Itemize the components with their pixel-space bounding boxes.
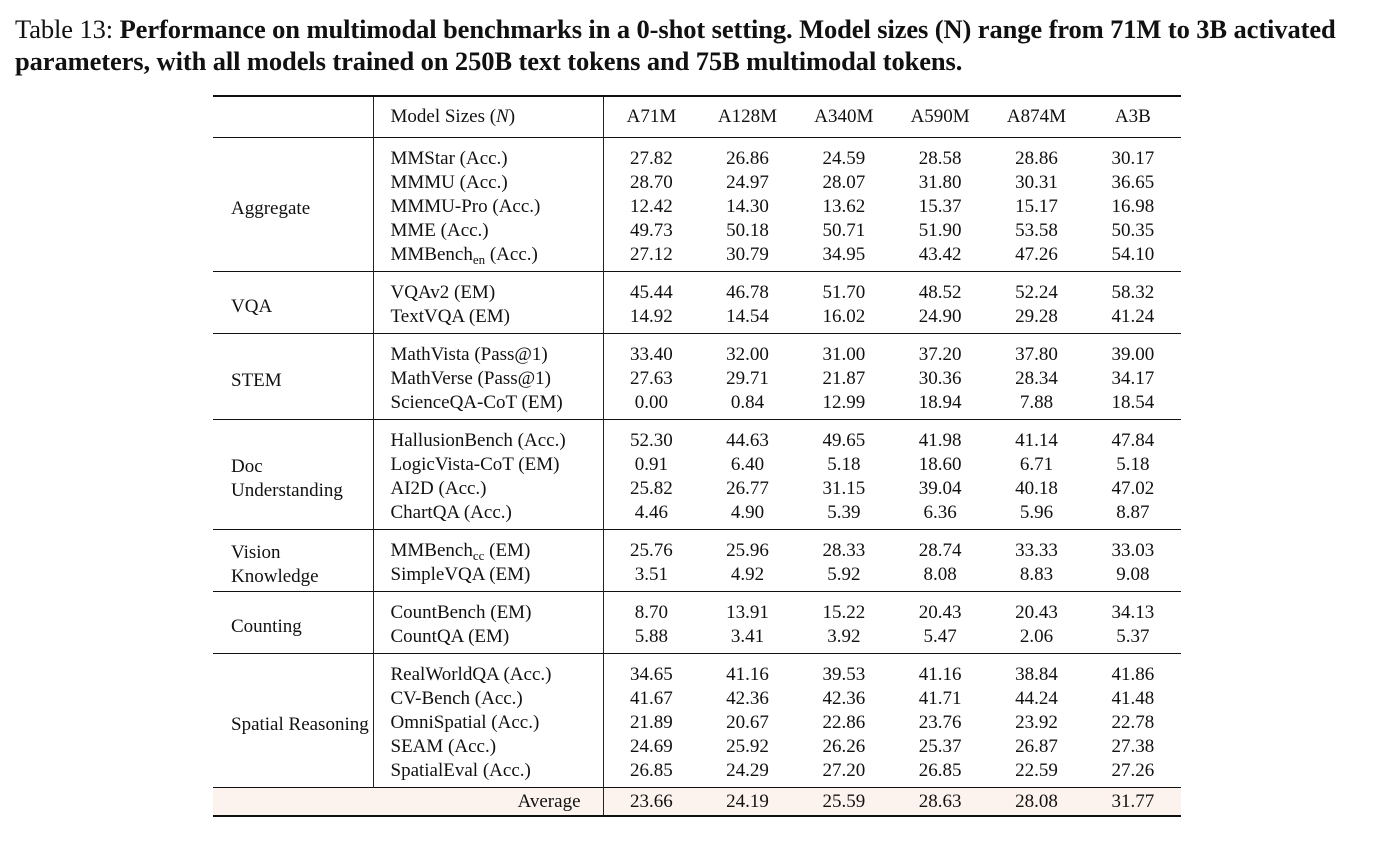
- score-cell: 13.91: [726, 602, 769, 623]
- benchmark-name: SEAM (Acc.): [390, 736, 497, 757]
- benchmark-name-cell: [373, 735, 603, 759]
- group-category-label: Doc Understanding: [231, 456, 343, 501]
- average-section: [213, 788, 1181, 817]
- score-cell: 34.17: [1111, 368, 1155, 389]
- benchmark-group: [213, 530, 1181, 592]
- group-category-label: VQA: [231, 296, 273, 317]
- score-cell: 27.20: [822, 760, 866, 781]
- score-cell: 52.30: [603, 420, 699, 454]
- group-category-label: Counting: [231, 616, 302, 637]
- score-cell: 25.76: [603, 530, 699, 564]
- benchmark-name-cell: [373, 530, 603, 564]
- score-cell: 30.31: [1015, 172, 1058, 193]
- benchmark-name-subscript: en: [472, 252, 486, 267]
- benchmark-name: ChartQA (Acc.): [390, 502, 512, 523]
- score-cell: 47.84: [1111, 430, 1155, 451]
- score-cell: 4.46: [603, 501, 699, 530]
- score-cell: 0.84: [730, 392, 765, 413]
- score-cell: 25.92: [726, 736, 769, 757]
- benchmark-name-cell: [373, 138, 603, 172]
- score-cell: 34.13: [1111, 602, 1155, 623]
- score-cell: 27.82: [603, 138, 699, 172]
- score-cell: 5.18: [827, 454, 861, 475]
- score-cell: 25.96: [726, 540, 769, 561]
- score-cell: 5.47: [923, 626, 957, 647]
- score-cell: 15.22: [822, 602, 866, 623]
- score-cell: 43.42: [918, 244, 962, 265]
- score-cell: 22.86: [822, 712, 866, 733]
- score-cell: 52.24: [1015, 282, 1058, 303]
- table-row: [213, 592, 1181, 626]
- table-caption-text: Performance on multimodal benchmarks in a 0-shot setting. Model sizes (N) range from 71M to 3B activated parameters, with all models trained on 250B text tokens and 75B multimodal tokens.: [15, 14, 1336, 76]
- benchmark-group: [213, 592, 1181, 654]
- score-cell: 12.42: [603, 195, 699, 219]
- table-row: [213, 420, 1181, 454]
- score-cell: 37.80: [1015, 344, 1058, 365]
- score-cell: 36.65: [1111, 172, 1155, 193]
- average-score-cell: 31.77: [1085, 788, 1181, 817]
- benchmark-name-cell: [373, 219, 603, 243]
- benchmark-group: [213, 334, 1181, 420]
- score-cell: 5.96: [1019, 502, 1054, 523]
- score-cell: 26.85: [918, 760, 962, 781]
- score-cell: 24.97: [726, 172, 769, 193]
- score-cell: 5.18: [1116, 454, 1150, 475]
- score-cell: 24.69: [603, 735, 699, 759]
- score-cell: 41.71: [918, 688, 962, 709]
- group-category-label: Aggregate: [231, 198, 311, 219]
- score-cell: 7.88: [1019, 392, 1054, 413]
- table-caption-label: Table 13:: [15, 14, 120, 44]
- benchmark-name-suffix: (EM): [484, 540, 531, 561]
- score-cell: 42.36: [822, 688, 866, 709]
- score-cell: 54.10: [1111, 244, 1155, 265]
- score-cell: 28.74: [918, 540, 962, 561]
- score-cell: 34.65: [603, 654, 699, 688]
- score-cell: 31.00: [822, 344, 866, 365]
- score-cell: 13.62: [822, 196, 866, 217]
- score-cell: 38.84: [1015, 664, 1058, 685]
- score-cell: 50.18: [726, 220, 769, 241]
- average-score-cell: 28.63: [892, 788, 988, 817]
- header-model-a71m: A71M: [603, 96, 699, 138]
- score-cell: 16.98: [1111, 196, 1155, 217]
- score-cell: 28.34: [1015, 368, 1058, 389]
- table-caption: [15, 13, 1387, 77]
- score-cell: 0.91: [603, 453, 699, 477]
- benchmark-name: MathVerse (Pass@1): [390, 368, 551, 389]
- benchmark-name-cell: [373, 563, 603, 592]
- benchmark-name: TextVQA (EM): [390, 306, 511, 327]
- score-cell: 50.35: [1111, 220, 1155, 241]
- results-table: [213, 95, 1181, 817]
- benchmark-name: SimpleVQA (EM): [390, 564, 531, 585]
- score-cell: 16.02: [822, 306, 866, 327]
- average-label: Average: [213, 788, 603, 817]
- score-cell: 22.78: [1111, 712, 1155, 733]
- score-cell: 34.95: [822, 244, 866, 265]
- score-cell: 27.26: [1111, 760, 1155, 781]
- score-cell: 33.03: [1111, 540, 1155, 561]
- score-cell: 24.90: [918, 306, 962, 327]
- score-cell: 8.83: [1019, 564, 1054, 585]
- score-cell: 28.07: [822, 172, 866, 193]
- header-empty-cell: [213, 96, 373, 138]
- score-cell: 30.79: [726, 244, 769, 265]
- table-row: [213, 530, 1181, 564]
- header-model-a3b: A3B: [1114, 106, 1151, 127]
- score-cell: 28.86: [1015, 148, 1058, 169]
- score-cell: 39.53: [822, 664, 866, 685]
- benchmark-name: LogicVista-CoT (EM): [390, 454, 560, 475]
- score-cell: 15.17: [1015, 196, 1058, 217]
- benchmark-name: RealWorldQA (Acc.): [390, 664, 552, 685]
- header-model-a874m: A874M: [1006, 106, 1067, 127]
- score-cell: 53.58: [1015, 220, 1058, 241]
- score-cell: 5.88: [603, 625, 699, 654]
- benchmark-name-cell: [373, 243, 603, 272]
- score-cell: 32.00: [726, 344, 769, 365]
- benchmark-name-cell: [373, 334, 603, 368]
- score-cell: 22.59: [1015, 760, 1058, 781]
- score-cell: 6.40: [730, 454, 765, 475]
- benchmark-name: CountBench (EM): [390, 602, 532, 623]
- score-cell: 18.54: [1111, 392, 1155, 413]
- score-cell: 51.90: [918, 220, 962, 241]
- benchmark-name: MMBench: [390, 540, 473, 561]
- score-cell: 45.44: [603, 272, 699, 306]
- score-cell: 3.41: [730, 626, 765, 647]
- benchmark-name-cell: [373, 305, 603, 334]
- score-cell: 50.71: [822, 220, 866, 241]
- score-cell: 58.32: [1111, 282, 1155, 303]
- score-cell: 26.85: [603, 759, 699, 788]
- benchmark-name-cell: [373, 501, 603, 530]
- score-cell: 26.86: [726, 148, 769, 169]
- average-score-cell: 25.59: [796, 788, 892, 817]
- header-model-sizes-first: Model Sizes (: [390, 106, 497, 127]
- score-cell: 28.70: [603, 171, 699, 195]
- score-cell: 33.33: [1015, 540, 1058, 561]
- score-cell: 5.39: [827, 502, 861, 523]
- score-cell: 39.00: [1111, 344, 1155, 365]
- score-cell: 30.17: [1111, 148, 1155, 169]
- score-cell: 49.73: [603, 219, 699, 243]
- score-cell: 47.26: [1015, 244, 1058, 265]
- average-score-cell: 23.66: [603, 788, 699, 817]
- group-category-label: STEM: [231, 370, 282, 391]
- score-cell: 47.02: [1111, 478, 1155, 499]
- score-cell: 8.87: [1116, 502, 1150, 523]
- benchmark-group: [213, 138, 1181, 272]
- score-cell: 48.52: [918, 282, 962, 303]
- score-cell: 41.86: [1111, 664, 1155, 685]
- benchmark-name-cell: [373, 711, 603, 735]
- benchmark-name-cell: [373, 453, 603, 477]
- score-cell: 18.94: [918, 392, 962, 413]
- score-cell: 31.15: [822, 478, 866, 499]
- benchmark-name: VQAv2 (EM): [390, 282, 496, 303]
- benchmark-name: CountQA (EM): [390, 626, 510, 647]
- table-row: [213, 334, 1181, 368]
- benchmark-name-cell: [373, 367, 603, 391]
- score-cell: 20.43: [918, 602, 962, 623]
- benchmark-name-cell: [373, 171, 603, 195]
- score-cell: 41.14: [1015, 430, 1058, 451]
- score-cell: 28.58: [918, 148, 962, 169]
- score-cell: 30.36: [918, 368, 962, 389]
- benchmark-name: MMStar (Acc.): [390, 148, 508, 169]
- average-score-cell: 24.19: [699, 788, 795, 817]
- benchmark-name: MMMU-Pro (Acc.): [390, 196, 541, 217]
- score-cell: 5.37: [1116, 626, 1150, 647]
- score-cell: 44.63: [726, 430, 769, 451]
- score-cell: 25.82: [603, 477, 699, 501]
- score-cell: 24.59: [822, 148, 866, 169]
- score-cell: 41.67: [603, 687, 699, 711]
- benchmark-name: ScienceQA-CoT (EM): [390, 392, 563, 413]
- score-cell: 41.48: [1111, 688, 1155, 709]
- score-cell: 39.04: [918, 478, 962, 499]
- score-cell: 12.99: [822, 392, 866, 413]
- score-cell: 20.43: [1015, 602, 1058, 623]
- score-cell: 2.06: [1019, 626, 1054, 647]
- table-header-row: [213, 96, 1181, 138]
- score-cell: 41.16: [726, 664, 769, 685]
- header-model-a590m: A590M: [910, 106, 970, 127]
- benchmark-name: MathVista (Pass@1): [390, 344, 548, 365]
- score-cell: 3.51: [603, 563, 699, 592]
- score-cell: 37.20: [918, 344, 962, 365]
- group-category-label: Vision Knowledge: [231, 542, 319, 587]
- score-cell: 28.33: [822, 540, 866, 561]
- benchmark-name-cell: [373, 592, 603, 626]
- score-cell: 27.63: [603, 367, 699, 391]
- benchmark-group: [213, 420, 1181, 530]
- score-cell: 25.37: [918, 736, 962, 757]
- score-cell: 41.98: [918, 430, 962, 451]
- score-cell: 9.08: [1116, 564, 1150, 585]
- benchmark-name-cell: [373, 759, 603, 788]
- table-row: [213, 654, 1181, 688]
- score-cell: 26.87: [1015, 736, 1058, 757]
- benchmark-name: SpatialEval (Acc.): [390, 760, 531, 781]
- benchmark-name-suffix: (Acc.): [485, 244, 538, 265]
- score-cell: 23.76: [918, 712, 962, 733]
- score-cell: 18.60: [918, 454, 962, 475]
- score-cell: 21.89: [603, 711, 699, 735]
- header-model-a340m: A340M: [814, 106, 874, 127]
- score-cell: 8.08: [923, 564, 957, 585]
- score-cell: 41.24: [1111, 306, 1155, 327]
- score-cell: 44.24: [1015, 688, 1058, 709]
- score-cell: 8.70: [603, 592, 699, 626]
- benchmark-group: [213, 272, 1181, 334]
- group-category-label: Spatial Reasoning: [231, 714, 369, 735]
- score-cell: 49.65: [822, 430, 866, 451]
- benchmark-name-cell: [373, 654, 603, 688]
- table-row: [213, 138, 1181, 172]
- benchmark-name: MMMU (Acc.): [390, 172, 508, 193]
- score-cell: 27.12: [603, 243, 699, 272]
- score-cell: 20.67: [726, 712, 769, 733]
- score-cell: 31.80: [918, 172, 962, 193]
- benchmark-name-cell: [373, 391, 603, 420]
- benchmark-name-cell: [373, 625, 603, 654]
- score-cell: 40.18: [1015, 478, 1058, 499]
- score-cell: 5.92: [827, 564, 861, 585]
- score-cell: 26.77: [726, 478, 769, 499]
- score-cell: 6.71: [1019, 454, 1054, 475]
- average-score-cell: 28.08: [988, 788, 1084, 817]
- benchmark-name: MMBench: [390, 244, 473, 265]
- score-cell: 24.29: [726, 760, 769, 781]
- score-cell: 4.90: [730, 502, 765, 523]
- score-cell: 0.00: [603, 391, 699, 420]
- score-cell: 3.92: [827, 626, 861, 647]
- benchmark-name: OmniSpatial (Acc.): [390, 712, 540, 733]
- benchmark-name: MME (Acc.): [390, 220, 489, 241]
- score-cell: 29.71: [726, 368, 769, 389]
- score-cell: 29.28: [1015, 306, 1058, 327]
- benchmark-name: HallusionBench (Acc.): [390, 430, 566, 451]
- score-cell: 14.54: [726, 306, 769, 327]
- score-cell: 14.30: [726, 196, 769, 217]
- score-cell: 41.16: [918, 664, 962, 685]
- benchmark-name: CV-Bench (Acc.): [390, 688, 523, 709]
- score-cell: 21.87: [822, 368, 866, 389]
- benchmark-name-cell: [373, 477, 603, 501]
- average-row: [213, 788, 1181, 817]
- benchmark-name: AI2D (Acc.): [390, 478, 487, 499]
- score-cell: 14.92: [603, 305, 699, 334]
- header-model-a128m: A128M: [717, 106, 778, 127]
- benchmark-name-cell: [373, 272, 603, 306]
- table-row: [213, 272, 1181, 306]
- score-cell: 6.36: [923, 502, 957, 523]
- benchmark-name-subscript: cc: [472, 548, 485, 563]
- score-cell: 15.37: [918, 196, 962, 217]
- score-cell: 33.40: [603, 334, 699, 368]
- benchmark-name-cell: [373, 420, 603, 454]
- score-cell: 4.92: [730, 564, 765, 585]
- score-cell: 42.36: [726, 688, 769, 709]
- score-cell: 46.78: [726, 282, 769, 303]
- header-model-sizes: [373, 96, 603, 138]
- score-cell: 23.92: [1015, 712, 1058, 733]
- benchmark-name-cell: [373, 195, 603, 219]
- score-cell: 51.70: [822, 282, 866, 303]
- score-cell: 27.38: [1111, 736, 1155, 757]
- score-cell: 26.26: [822, 736, 866, 757]
- header-model-sizes-last: ): [508, 106, 516, 127]
- benchmark-group: [213, 654, 1181, 788]
- header-model-sizes-var: N: [496, 106, 509, 127]
- benchmark-name-cell: [373, 687, 603, 711]
